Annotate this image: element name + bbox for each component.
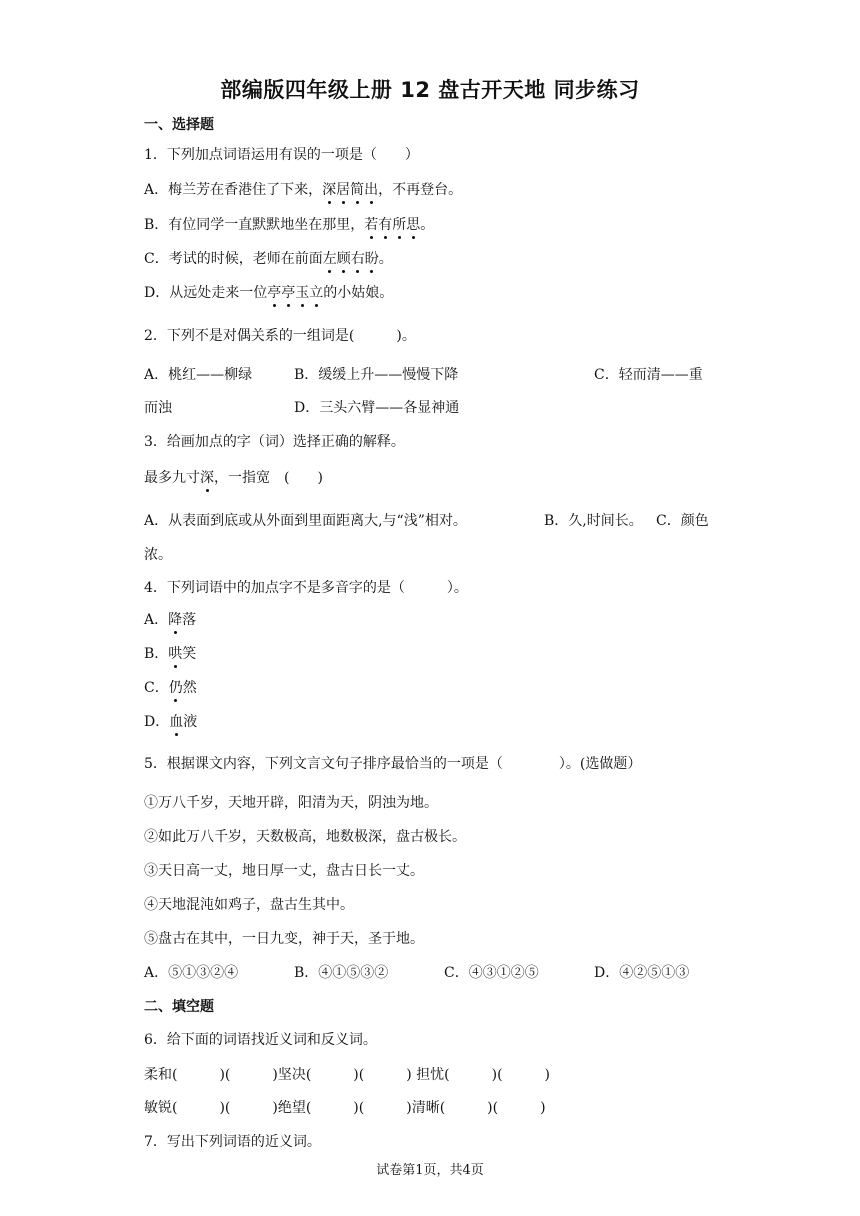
- dotted-char: 居: [336, 182, 351, 198]
- question-2-option-a: A．桃红——柳绿: [144, 367, 253, 383]
- dotted-char: 所: [392, 217, 407, 233]
- option-text: C．: [144, 680, 169, 696]
- dotted-char: 亭: [281, 285, 296, 301]
- question-2-option-d: D．三头六臂——各显神通: [294, 400, 460, 416]
- dotted-char: 简: [350, 182, 365, 198]
- question-2-option-c: C．轻而清——重: [594, 367, 703, 383]
- question-4-option-a: [144, 610, 196, 630]
- option-text: D．: [144, 714, 170, 730]
- option-text: B．有位同学一直默默地坐在那里，: [144, 217, 365, 233]
- question-5-sentence-2: ②如此万八千岁，天数极高，地数极深，盘古极长。: [144, 829, 466, 845]
- option-text: ，不再登台。: [378, 182, 463, 198]
- option-text: 笑: [182, 646, 197, 662]
- sentence-text: 最多九寸: [144, 470, 200, 486]
- question-5-stem: 5．根据课文内容，下列文言文句子排序最恰当的一项是（ ）。(选做题）: [144, 756, 642, 772]
- dotted-char: 盼: [364, 251, 379, 267]
- option-text: 的小姑娘。: [323, 285, 394, 301]
- dotted-char: 深: [322, 182, 337, 198]
- dotted-word: [322, 182, 378, 198]
- sentence-text: ，一指宽 ( ): [214, 470, 323, 486]
- dotted-char: 哄: [168, 646, 183, 662]
- question-1-stem: 1．下列加点词语运用有误的一项是（ ）: [144, 147, 419, 163]
- question-3-option-b: B．久,时间长。: [544, 513, 643, 529]
- dotted-char: 有: [378, 217, 393, 233]
- question-6-row-1: 柔和( )( )坚决( )( ) 担忧( )( ): [144, 1067, 550, 1083]
- question-4-option-b: [144, 644, 196, 664]
- question-3-option-c: C．颜色: [656, 513, 709, 529]
- question-3-option-a: A．从表面到底或从外面到里面距离大,与“浅”相对。: [144, 513, 467, 529]
- question-2-option-c-cont: 而浊: [144, 400, 172, 416]
- section-heading-fill: 二、填空题: [144, 999, 214, 1015]
- question-1-option-d: [144, 283, 393, 303]
- section-heading-choice: 一、选择题: [144, 117, 214, 133]
- question-5-option-a: A．⑤①③②④: [144, 965, 239, 981]
- option-text: 。: [378, 251, 393, 267]
- question-5-sentence-4: ④天地混沌如鸡子，盘古生其中。: [144, 897, 354, 913]
- option-text: C．考试的时候，老师在前面: [144, 251, 323, 267]
- question-6-stem: 6．给下面的词语找近义词和反义词。: [144, 1032, 377, 1048]
- question-5-sentence-1: ①万八千岁，天地开辟，阳清为天，阴浊为地。: [144, 795, 438, 811]
- option-text: A．梅兰芳在香港住了下来，: [144, 182, 323, 198]
- question-1-option-c: [144, 249, 393, 269]
- question-2-stem: 2．下列不是对偶关系的一组词是( )。: [144, 328, 416, 344]
- option-text: 然: [182, 680, 197, 696]
- question-5-option-c: C．④③①②⑤: [444, 965, 539, 981]
- dotted-char: 立: [309, 285, 324, 301]
- option-text: D．从远处走来一位: [144, 285, 268, 301]
- dotted-char: 玉: [295, 285, 310, 301]
- dotted-char: 顾: [336, 251, 351, 267]
- question-3-option-c-cont: 浓。: [144, 547, 172, 563]
- question-5-sentence-5: ⑤盘古在其中，一日九变，神于天，圣于地。: [144, 931, 424, 947]
- dotted-word: 深: [200, 470, 214, 486]
- question-4-option-c: [144, 678, 197, 698]
- dotted-char: 仍: [168, 680, 183, 696]
- dotted-word: [267, 285, 323, 301]
- question-4-option-d: [144, 712, 197, 732]
- question-3-stem: 3．给画加点的字（词）选择正确的解释。: [144, 434, 405, 450]
- dotted-char: 若: [364, 217, 379, 233]
- dotted-char: 思: [406, 217, 421, 233]
- question-7-stem: 7．写出下列词语的近义词。: [144, 1134, 321, 1150]
- question-2-option-b: B．缓缓上升——慢慢下降: [294, 367, 459, 383]
- dotted-word: [364, 217, 420, 233]
- option-text: B．: [144, 646, 169, 662]
- dotted-char: 右: [350, 251, 365, 267]
- dotted-word: [323, 251, 379, 267]
- option-text: A．: [144, 612, 169, 628]
- dotted-char: 亭: [267, 285, 282, 301]
- question-5-option-b: B．④①⑤③②: [294, 965, 389, 981]
- question-6-row-2: 敏锐( )( )绝望( )( )清晰( )( ): [144, 1100, 546, 1116]
- option-text: 落: [182, 612, 197, 628]
- option-text: 液: [183, 714, 198, 730]
- dotted-char: 降: [168, 612, 183, 628]
- question-4-stem: 4．下列词语中的加点字不是多音字的是（ ）。: [144, 580, 468, 596]
- dotted-char: 左: [322, 251, 337, 267]
- question-5-option-d: D．④②⑤①③: [594, 965, 690, 981]
- question-5-sentence-3: ③天日高一丈，地日厚一丈，盘古日长一丈。: [144, 863, 424, 879]
- question-1-option-a: [144, 180, 462, 200]
- page-footer: 试卷第1页，共4页: [376, 1163, 484, 1178]
- option-text: 。: [420, 217, 435, 233]
- page-title: 部编版四年级上册 12 盘古开天地 同步练习: [220, 78, 640, 102]
- question-1-option-b: [144, 215, 434, 235]
- question-3-sentence: [144, 468, 323, 488]
- dotted-char: 血: [169, 714, 184, 730]
- dotted-char: 出: [364, 182, 379, 198]
